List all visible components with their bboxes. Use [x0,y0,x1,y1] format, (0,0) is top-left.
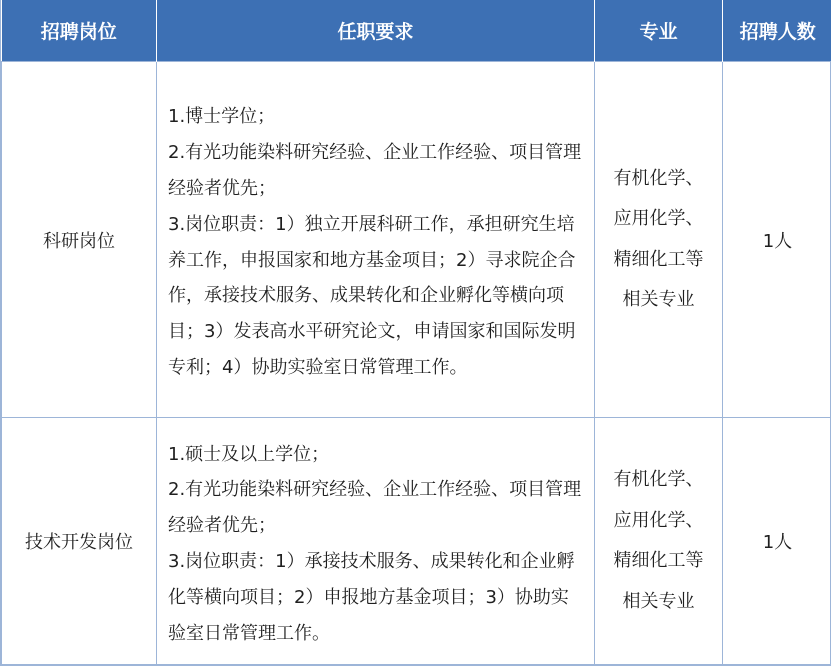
requirement-item: 2.有光功能染料研究经验、企业工作经验、项目管理经验者优先； [168,142,582,199]
requirement-item: 3.岗位职责：1）承接技术服务、成果转化和企业孵化等横向项目；2）申报地方基金项目；3）协助实验室日常管理工作。 [168,551,575,644]
major-item: 应用化学、 [613,208,704,229]
requirements-cell [157,418,595,665]
position-cell: 科研岗位 [2,62,157,418]
header-position: 招聘岗位 [2,0,157,62]
header-count: 招聘人数 [723,0,831,62]
major-item: 有机化学、 [613,469,704,490]
header-requirements: 任职要求 [157,0,595,62]
table-row [2,418,831,665]
requirement-item: 1.硕士及以上学位； [168,443,330,465]
major-cell [595,418,723,665]
requirement-item: 3.岗位职责：1）独立开展科研工作，承担研究生培养工作，申报国家和地方基金项目；2）寻求院企合作，承接技术服务、成果转化和企业孵化等横向项目；3）发表高水平研究论文，申请国家和国际发明专利；4）协助实验室日常管理工作。 [168,213,576,378]
requirement-item: 2.有光功能染料研究经验、企业工作经验、项目管理经验者优先； [168,479,582,537]
recruitment-table [1,0,831,665]
major-cell [595,62,723,418]
requirements-cell [157,62,595,418]
major-item: 精细化工等 [613,248,704,270]
count-cell: 1人 [723,62,831,418]
major-item: 相关专业 [622,289,695,310]
count-cell: 1人 [723,418,831,665]
major-item: 有机化学、 [613,167,704,189]
table-row [2,62,831,418]
requirement-item: 1.博士学位； [168,106,276,128]
major-item: 精细化工等 [613,550,704,571]
major-item: 应用化学、 [613,509,704,531]
major-item: 相关专业 [622,590,695,612]
position-cell: 技术开发岗位 [2,418,157,665]
header-major: 专业 [595,0,723,62]
table-header-row [2,0,831,62]
